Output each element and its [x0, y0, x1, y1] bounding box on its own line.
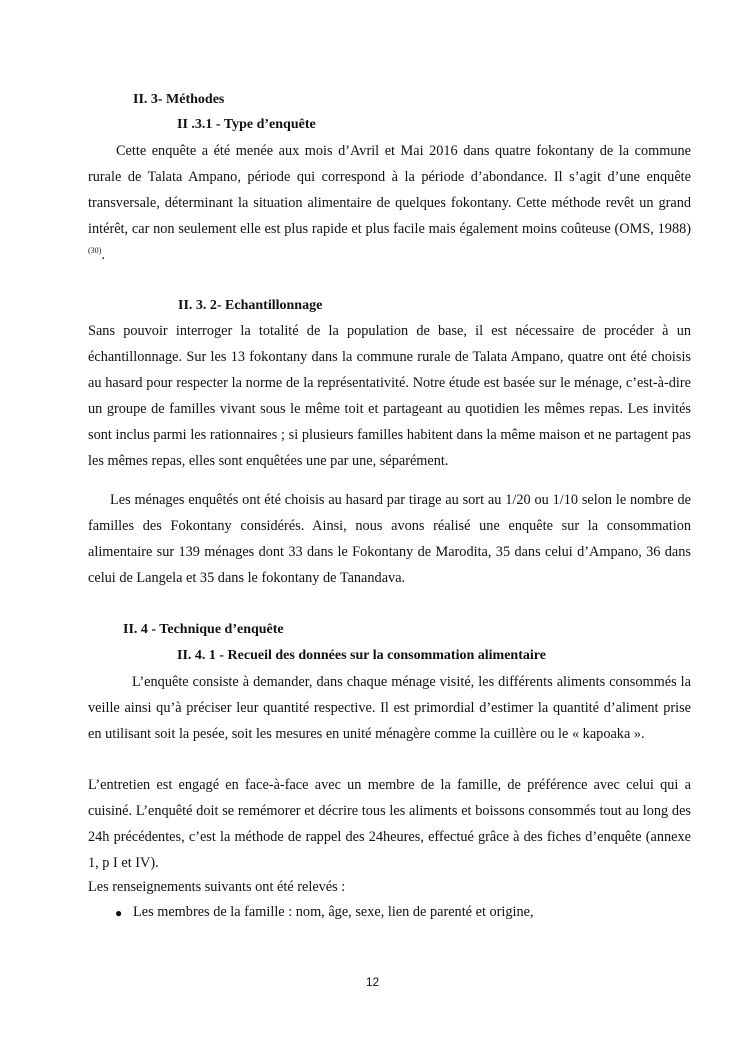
heading-methodes: II. 3- Méthodes	[133, 92, 225, 107]
paragraph-type-enquete	[88, 138, 691, 268]
paragraph-menages: Les ménages enquêtés ont été choisis au hasard par tirage au sort au 1/20 ou 1/10 selon le nombre de familles des Fokontany considérés. Ainsi, nous avons réalisé une enquête sur la consommation alimentaire sur 139 ménages dont 33 dans le Fokontany de Marodita, 35 dans celui d’Ampano, 36 dans celui de Langela et 35 dans le fokontany de Tanandava.	[88, 492, 691, 586]
paragraph-enquete-consiste: L’enquête consiste à demander, dans chaque ménage visité, les différents aliments consommés la veille ainsi qu’à préciser leur quantité respective. Il est primordial d’estimer la quantité d’aliment prise en utilisant soit la pesée, soit les mesures en unité ménagère comme la cuillère ou le « kapoaka ».	[88, 674, 691, 742]
heading-recueil: II. 4. 1 - Recueil des données sur la consommation alimentaire	[177, 648, 546, 663]
renseignements-intro: Les renseignements suivants ont été relevés :	[88, 879, 346, 895]
paragraph-end: .	[101, 247, 105, 263]
heading-technique: II. 4 - Technique d’enquête	[123, 622, 284, 637]
paragraph-echantillonnage: Sans pouvoir interroger la totalité de la population de base, il est nécessaire de procéder à un échantillonnage. Sur les 13 fokontany dans la commune rurale de Talata Ampano, quatre ont été choisis au hasard pour respecter la norme de la représentativité. Notre étude est basée sur le ménage, c’est-à-dire un groupe de familles vivant sous le même toit et partageant au quotidien les mêmes repas. Les invités sont inclus parmi les rationnaires ; si plusieurs familles habitent dans la même maison et ne partagent pas les mêmes repas, elles sont enquêtées une par une, séparément.	[88, 323, 691, 469]
reference-number: (30)	[88, 246, 102, 255]
page-number: 12	[365, 975, 380, 989]
heading-echantillonnage: II. 3. 2- Echantillonnage	[178, 298, 323, 313]
bullet-icon: ●	[115, 906, 123, 920]
heading-type-enquete: II .3.1 - Type d’enquête	[177, 117, 316, 132]
paragraph-entretien: L’entretien est engagé en face-à-face avec un membre de la famille, de préférence avec celui qui a cuisiné. L’enquêté doit se remémorer et décrire tous les aliments et boissons consommés tout au long des 24h précédentes, c’est la méthode de rappel des 24heures, effectué grâce à des fiches d’enquête (annexe 1, p I et IV).	[88, 777, 691, 871]
paragraph-text: Cette enquête a été menée aux mois d’Avril et Mai 2016 dans quatre fokontany de la commune rurale de Talata Ampano, période qui correspond à la période d’abondance. Il s’agit d’une enquête transversale, déterminant la situation alimentaire de quelques fokontany. Cette méthode revêt un grand intérêt, car non seulement elle est plus rapide et plus facile mais également moins coûteuse (OMS, 1988)	[88, 143, 691, 237]
bullet-item-membres: Les membres de la famille : nom, âge, sexe, lien de parenté et origine,	[133, 904, 534, 920]
